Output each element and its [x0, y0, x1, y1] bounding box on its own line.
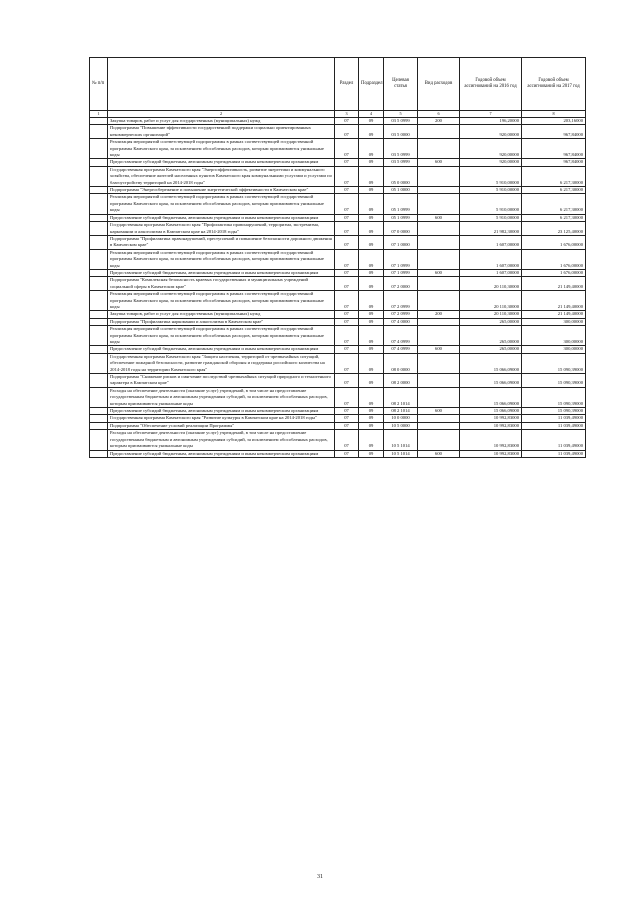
row-vid-cell	[418, 249, 460, 269]
row-razdel-cell: 07	[335, 374, 359, 388]
column-number: 2	[108, 111, 335, 118]
row-podrazdel-cell: 09	[359, 318, 384, 325]
row-name-cell: Реализация мероприятий соответствующей подпрограммы в рамках соответствующей государственной программы Камчатского края, за исключением обособленных расходов, которым присваиваются уникальные коды	[108, 139, 335, 159]
row-name-cell: Предоставление субсидий бюджетным, автономным учреждениям и иным некоммерческим организациям	[108, 269, 335, 276]
row-tselevaya-cell: 07 1 0000	[384, 235, 418, 249]
row-podrazdel-cell: 09	[359, 222, 384, 236]
row-razdel-cell: 07	[335, 159, 359, 166]
row-razdel-cell: 07	[335, 249, 359, 269]
row-num-cell	[90, 374, 108, 388]
table-row	[90, 291, 586, 311]
row-num-cell	[90, 415, 108, 422]
table-row	[90, 374, 586, 388]
row-vid-cell	[418, 415, 460, 422]
row-2016-cell: 10 992,83000	[460, 422, 522, 429]
row-razdel-cell: 07	[335, 166, 359, 186]
row-num-cell	[90, 166, 108, 186]
row-tselevaya-cell: 05 1 0000	[384, 187, 418, 194]
row-num-cell	[90, 387, 108, 407]
row-razdel-cell: 07	[335, 222, 359, 236]
row-num-cell	[90, 450, 108, 457]
table-row	[90, 450, 586, 457]
row-tselevaya-cell: 05 1 0999	[384, 194, 418, 214]
row-name-cell: Предоставление субсидий бюджетным, автономным учреждениям и иным некоммерческим организациям	[108, 214, 335, 221]
row-name-cell: Подпрограмма "Снижение рисков и смягчение последствий чрезвычайных ситуаций природного и техногенного характера в Камчатском крае"	[108, 374, 335, 388]
row-num-cell	[90, 194, 108, 214]
row-vid-cell: 600	[418, 214, 460, 221]
row-tselevaya-cell: 07 4 0999	[384, 326, 418, 346]
row-num-cell	[90, 222, 108, 236]
column-number-row	[90, 111, 586, 118]
row-tselevaya-cell: 07 1 0999	[384, 269, 418, 276]
row-podrazdel-cell: 09	[359, 118, 384, 125]
row-tselevaya-cell: 07 0 0000	[384, 222, 418, 236]
table-row	[90, 166, 586, 186]
row-razdel-cell: 07	[335, 269, 359, 276]
row-podrazdel-cell: 09	[359, 166, 384, 186]
row-tselevaya-cell: 10 5 1014	[384, 430, 418, 450]
row-tselevaya-cell: 08 2 1014	[384, 408, 418, 415]
row-2017-cell: 21 149,40000	[522, 291, 586, 311]
row-name-cell: Государственная программа Камчатского края "Энергоэффективность, развитие энергетики и коммунального хозяйства, обеспечение жителей населенных пунктов Камчатского края коммунальными услугами и услугами по благоустройству территорий на 2014-2018 годы"	[108, 166, 335, 186]
row-tselevaya-cell: 03 5 0000	[384, 125, 418, 139]
row-podrazdel-cell: 09	[359, 277, 384, 291]
row-tselevaya-cell: 07 2 0000	[384, 277, 418, 291]
row-name-cell: Государственная программа Камчатского края "Развитие культуры в Камчатском крае на 2014-2018 годы"	[108, 415, 335, 422]
row-podrazdel-cell: 09	[359, 187, 384, 194]
row-vid-cell: 200	[418, 118, 460, 125]
row-name-cell: Расходы на обеспечение деятельности (оказание услуг) учреждений, в том числе на предоставление государственным бюджетным и автономным учреждениям субсидий, за исключением обособленных расходов, которым присваиваются уникальные коды	[108, 387, 335, 407]
header-year-2017: Годовой объем ассигнований на 2017 год	[522, 58, 586, 111]
row-podrazdel-cell: 09	[359, 346, 384, 353]
row-2017-cell: 1 676,00000	[522, 269, 586, 276]
row-podrazdel-cell: 09	[359, 422, 384, 429]
row-tselevaya-cell: 05 1 0999	[384, 214, 418, 221]
row-2016-cell: 10 992,83000	[460, 430, 522, 450]
row-num-cell	[90, 187, 108, 194]
row-razdel-cell: 07	[335, 187, 359, 194]
row-2017-cell: 23 125,40000	[522, 222, 586, 236]
row-name-cell: Расходы на обеспечение деятельности (оказание услуг) учреждений, в том числе на предоставление государственным бюджетным и автономным учреждениям субсидий, за исключением обособленных расходов, которым присваиваются уникальные коды	[108, 430, 335, 450]
row-num-cell	[90, 326, 108, 346]
page-number: 31	[317, 874, 323, 880]
row-vid-cell	[418, 374, 460, 388]
row-num-cell	[90, 125, 108, 139]
row-podrazdel-cell: 09	[359, 353, 384, 373]
row-2017-cell: 6 217,30000	[522, 214, 586, 221]
row-razdel-cell: 07	[335, 430, 359, 450]
row-vid-cell	[418, 387, 460, 407]
row-name-cell: Государственная программа Камчатского края "Защита населения, территорий от чрезвычайных ситуаций, обеспечение пожарной безопасности, развитие гражданской обороны и поддержка российского казачества на 2014-2018 годы на территории Камчатского края"	[108, 353, 335, 373]
header-year-2016: Годовой объем ассигнований на 2016 год	[460, 58, 522, 111]
row-2016-cell: 920,00000	[460, 139, 522, 159]
row-name-cell: Реализация мероприятий соответствующей подпрограммы в рамках соответствующей государственной программы Камчатского края, за исключением обособленных расходов, которым присваиваются уникальные коды	[108, 291, 335, 311]
row-name-cell: Реализация мероприятий соответствующей подпрограммы в рамках соответствующей государственной программы Камчатского края, за исключением обособленных расходов, которым присваиваются уникальные коды	[108, 326, 335, 346]
row-2017-cell: 15 090,39000	[522, 387, 586, 407]
row-2017-cell: 1 676,00000	[522, 249, 586, 269]
row-2016-cell: 10 992,83000	[460, 415, 522, 422]
column-number: 5	[384, 111, 418, 118]
row-tselevaya-cell: 10 5 0000	[384, 422, 418, 429]
row-tselevaya-cell: 10 5 1014	[384, 450, 418, 457]
table-row	[90, 353, 586, 373]
table-row	[90, 415, 586, 422]
row-2016-cell: 20 110,30000	[460, 311, 522, 318]
row-2017-cell: 11 039,49000	[522, 450, 586, 457]
row-razdel-cell: 07	[335, 353, 359, 373]
row-tselevaya-cell: 07 1 0999	[384, 249, 418, 269]
row-2017-cell: 967,84000	[522, 159, 586, 166]
row-2016-cell: 20 110,30000	[460, 291, 522, 311]
row-razdel-cell: 07	[335, 326, 359, 346]
row-podrazdel-cell: 09	[359, 291, 384, 311]
row-vid-cell	[418, 430, 460, 450]
row-razdel-cell: 07	[335, 318, 359, 325]
header-vid-raskhodov: Вид расходов	[418, 58, 460, 111]
row-2017-cell: 203,16000	[522, 118, 586, 125]
table-row	[90, 187, 586, 194]
table-row	[90, 118, 586, 125]
row-vid-cell: 600	[418, 346, 460, 353]
row-vid-cell	[418, 166, 460, 186]
header-name	[108, 58, 335, 111]
row-razdel-cell: 07	[335, 194, 359, 214]
row-vid-cell	[418, 318, 460, 325]
table-row	[90, 222, 586, 236]
row-2016-cell: 15 066,09000	[460, 408, 522, 415]
row-num-cell	[90, 249, 108, 269]
row-2017-cell: 21 149,40000	[522, 311, 586, 318]
row-num-cell	[90, 214, 108, 221]
row-tselevaya-cell: 08 2 0000	[384, 374, 418, 388]
row-2017-cell: 6 217,30000	[522, 187, 586, 194]
table-row	[90, 235, 586, 249]
row-name-cell: Подпрограмма "Профилактика правонарушений, преступлений и повышение безопасности дорожного движения в Камчатском крае"	[108, 235, 335, 249]
row-tselevaya-cell: 07 4 0000	[384, 318, 418, 325]
column-number: 3	[335, 111, 359, 118]
row-2016-cell: 15 066,09000	[460, 353, 522, 373]
row-razdel-cell: 07	[335, 415, 359, 422]
row-num-cell	[90, 139, 108, 159]
row-vid-cell	[418, 125, 460, 139]
row-podrazdel-cell: 09	[359, 450, 384, 457]
row-name-cell: Подпрограмма "Повышение эффективности государственной поддержки социально ориентированных некоммерческих организаций"	[108, 125, 335, 139]
row-razdel-cell: 07	[335, 214, 359, 221]
row-razdel-cell: 07	[335, 118, 359, 125]
row-vid-cell: 200	[418, 311, 460, 318]
table-row	[90, 408, 586, 415]
row-name-cell: Государственная программа Камчатского края "Профилактика правонарушений, терроризма, экстремизма, наркомании и алкоголизма в Камчатском крае на 2014-2018 годы"	[108, 222, 335, 236]
row-2016-cell: 920,00000	[460, 125, 522, 139]
row-2017-cell: 11 039,49000	[522, 422, 586, 429]
row-name-cell: Предоставление субсидий бюджетным, автономным учреждениям и иным некоммерческим организациям	[108, 346, 335, 353]
table-row	[90, 249, 586, 269]
row-name-cell: Предоставление субсидий бюджетным, автономным учреждениям и иным некоммерческим организациям	[108, 450, 335, 457]
row-vid-cell: 600	[418, 450, 460, 457]
row-podrazdel-cell: 09	[359, 430, 384, 450]
row-2017-cell: 6 217,30000	[522, 166, 586, 186]
row-num-cell	[90, 318, 108, 325]
row-2016-cell: 1 607,00000	[460, 269, 522, 276]
header-razdel: Раздел	[335, 58, 359, 111]
row-name-cell: Реализация мероприятий соответствующей подпрограммы в рамках соответствующей государственной программы Камчатского края, за исключением обособленных расходов, которым присваиваются уникальные коды	[108, 194, 335, 214]
row-razdel-cell: 07	[335, 277, 359, 291]
row-vid-cell	[418, 326, 460, 346]
row-2016-cell: 265,00000	[460, 326, 522, 346]
row-2017-cell: 967,84000	[522, 125, 586, 139]
row-name-cell: Реализация мероприятий соответствующей подпрограммы в рамках соответствующей государственной программы Камчатского края, за исключением обособленных расходов, которым присваиваются уникальные коды	[108, 249, 335, 269]
table-row	[90, 269, 586, 276]
row-name-cell: Закупка товаров, работ и услуг для государственных (муниципальных) нужд	[108, 311, 335, 318]
row-2017-cell: 15 090,39000	[522, 374, 586, 388]
row-vid-cell: 600	[418, 269, 460, 276]
row-num-cell	[90, 159, 108, 166]
row-vid-cell	[418, 235, 460, 249]
row-podrazdel-cell: 09	[359, 269, 384, 276]
row-podrazdel-cell: 09	[359, 139, 384, 159]
row-num-cell	[90, 291, 108, 311]
row-num-cell	[90, 422, 108, 429]
row-tselevaya-cell: 08 2 1014	[384, 387, 418, 407]
row-2016-cell: 10 992,83000	[460, 450, 522, 457]
table-row	[90, 139, 586, 159]
row-2017-cell: 15 090,39000	[522, 408, 586, 415]
row-vid-cell	[418, 194, 460, 214]
row-podrazdel-cell: 09	[359, 235, 384, 249]
row-2017-cell: 6 217,30000	[522, 194, 586, 214]
row-podrazdel-cell: 09	[359, 415, 384, 422]
row-vid-cell	[418, 222, 460, 236]
table-row	[90, 214, 586, 221]
row-num-cell	[90, 269, 108, 276]
column-number: 6	[418, 111, 460, 118]
row-2017-cell: 300,00000	[522, 346, 586, 353]
row-num-cell	[90, 277, 108, 291]
row-name-cell: Подпрограмма "Профилактика наркомании и алкоголизма в Камчатском крае"	[108, 318, 335, 325]
row-razdel-cell: 07	[335, 422, 359, 429]
row-2017-cell: 15 090,39000	[522, 353, 586, 373]
row-podrazdel-cell: 09	[359, 214, 384, 221]
header-podrazdel: Подраздел	[359, 58, 384, 111]
row-2016-cell: 21 982,30000	[460, 222, 522, 236]
row-2017-cell: 21 149,40000	[522, 277, 586, 291]
row-podrazdel-cell: 09	[359, 125, 384, 139]
column-number: 4	[359, 111, 384, 118]
row-num-cell	[90, 408, 108, 415]
row-vid-cell: 600	[418, 159, 460, 166]
table-row	[90, 159, 586, 166]
column-number: 1	[90, 111, 108, 118]
row-name-cell: Предоставление субсидий бюджетным, автономным учреждениям и иным некоммерческим организациям	[108, 159, 335, 166]
table-row	[90, 326, 586, 346]
row-podrazdel-cell: 09	[359, 159, 384, 166]
row-razdel-cell: 07	[335, 450, 359, 457]
row-podrazdel-cell: 09	[359, 249, 384, 269]
row-tselevaya-cell: 03 5 0999	[384, 139, 418, 159]
row-2017-cell: 11 039,49000	[522, 415, 586, 422]
row-tselevaya-cell: 03 5 0999	[384, 118, 418, 125]
row-razdel-cell: 07	[335, 139, 359, 159]
budget-table	[89, 57, 586, 458]
table-row	[90, 318, 586, 325]
row-razdel-cell: 07	[335, 235, 359, 249]
row-2016-cell: 5 910,00000	[460, 194, 522, 214]
row-2016-cell: 920,00000	[460, 159, 522, 166]
row-2017-cell: 967,84000	[522, 139, 586, 159]
row-tselevaya-cell: 07 2 0999	[384, 291, 418, 311]
row-tselevaya-cell: 10 0 0000	[384, 415, 418, 422]
header-tselevaya-statya: Целевая статья	[384, 58, 418, 111]
row-razdel-cell: 07	[335, 311, 359, 318]
row-podrazdel-cell: 09	[359, 194, 384, 214]
column-number: 7	[460, 111, 522, 118]
row-vid-cell: 600	[418, 408, 460, 415]
table-row	[90, 277, 586, 291]
table-row	[90, 194, 586, 214]
table-row	[90, 387, 586, 407]
row-podrazdel-cell: 09	[359, 387, 384, 407]
row-2016-cell: 5 910,00000	[460, 187, 522, 194]
row-vid-cell	[418, 187, 460, 194]
row-name-cell: Закупка товаров, работ и услуг для государственных (муниципальных) нужд	[108, 118, 335, 125]
row-tselevaya-cell: 08 0 0000	[384, 353, 418, 373]
row-2017-cell: 300,00000	[522, 326, 586, 346]
header-row	[90, 58, 586, 111]
row-vid-cell	[418, 291, 460, 311]
row-name-cell: Подпрограмма "Комплексная безопасность краевых государственных и муниципальных учреждений социальной сферы в Камчатском крае"	[108, 277, 335, 291]
row-razdel-cell: 07	[335, 291, 359, 311]
row-num-cell	[90, 430, 108, 450]
row-2016-cell: 1 607,00000	[460, 235, 522, 249]
row-2016-cell: 15 066,09000	[460, 374, 522, 388]
row-2017-cell: 300,00000	[522, 318, 586, 325]
row-name-cell: Подпрограмма "Энергосбережение и повышение энергетической эффективности в Камчатском крае"	[108, 187, 335, 194]
row-vid-cell	[418, 277, 460, 291]
row-2017-cell: 11 039,49000	[522, 430, 586, 450]
row-podrazdel-cell: 09	[359, 408, 384, 415]
row-2016-cell: 196,20000	[460, 118, 522, 125]
table-row	[90, 346, 586, 353]
row-2016-cell: 265,00000	[460, 318, 522, 325]
row-tselevaya-cell: 05 0 0000	[384, 166, 418, 186]
row-name-cell: Предоставление субсидий бюджетным, автономным учреждениям и иным некоммерческим организациям	[108, 408, 335, 415]
row-vid-cell	[418, 422, 460, 429]
row-podrazdel-cell: 09	[359, 374, 384, 388]
table-row	[90, 430, 586, 450]
row-podrazdel-cell: 09	[359, 326, 384, 346]
row-vid-cell	[418, 139, 460, 159]
row-tselevaya-cell: 07 4 0999	[384, 346, 418, 353]
table-row	[90, 125, 586, 139]
table-row	[90, 311, 586, 318]
row-tselevaya-cell: 07 2 0999	[384, 311, 418, 318]
row-name-cell: Подпрограмма "Обеспечение условий реализации Программы"	[108, 422, 335, 429]
row-num-cell	[90, 118, 108, 125]
row-2016-cell: 5 910,00000	[460, 214, 522, 221]
row-tselevaya-cell: 03 5 0999	[384, 159, 418, 166]
row-razdel-cell: 07	[335, 408, 359, 415]
row-2016-cell: 5 910,00000	[460, 166, 522, 186]
row-num-cell	[90, 235, 108, 249]
column-number: 8	[522, 111, 586, 118]
row-num-cell	[90, 353, 108, 373]
row-razdel-cell: 07	[335, 346, 359, 353]
row-2016-cell: 1 607,00000	[460, 249, 522, 269]
row-vid-cell	[418, 353, 460, 373]
row-num-cell	[90, 311, 108, 318]
row-2016-cell: 20 110,30000	[460, 277, 522, 291]
table-row	[90, 422, 586, 429]
row-podrazdel-cell: 09	[359, 311, 384, 318]
row-razdel-cell: 07	[335, 125, 359, 139]
header-num: № п/п	[90, 58, 108, 111]
row-razdel-cell: 07	[335, 387, 359, 407]
row-2016-cell: 265,00000	[460, 346, 522, 353]
row-2017-cell: 1 676,00000	[522, 235, 586, 249]
table-body	[90, 118, 586, 458]
row-2016-cell: 15 066,09000	[460, 387, 522, 407]
row-num-cell	[90, 346, 108, 353]
